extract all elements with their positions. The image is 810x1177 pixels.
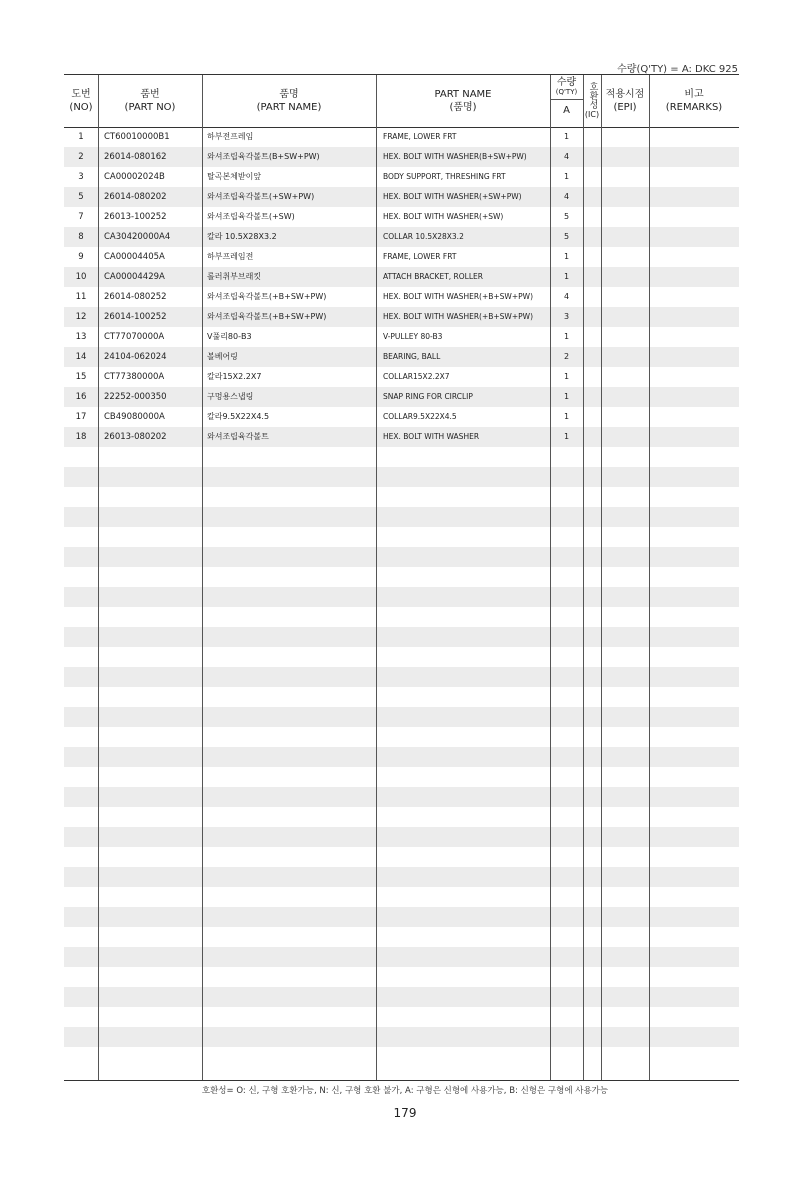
- row-part-name-ko: 와셔조립육각볼트: [207, 432, 269, 441]
- table-row: [64, 127, 739, 147]
- row-part-name-ko: 볼베어링: [207, 352, 238, 361]
- row-part-name-en: SNAP RING FOR CIRCLIP: [383, 392, 473, 401]
- row-part-no: CA30420000A4: [104, 232, 171, 242]
- row-part-name-ko: 와셔조립육각볼트(+SW): [207, 212, 295, 221]
- row-part-name-en: HEX. BOLT WITH WASHER: [383, 432, 480, 441]
- table-row: [64, 807, 739, 827]
- page-number: 179: [393, 1106, 417, 1120]
- row-no: 1: [78, 132, 84, 142]
- row-qty: 1: [563, 252, 570, 261]
- header-qty-en: (Q'TY): [555, 88, 578, 96]
- row-part-name-en: COLLAR 10.5X28X3.2: [383, 232, 464, 241]
- row-part-name-ko: 칼라9.5X22X4.5: [207, 412, 270, 421]
- row-qty: 1: [563, 372, 570, 381]
- row-qty: 1: [563, 392, 570, 401]
- table-row: [64, 667, 739, 687]
- column-divider: [376, 75, 377, 1080]
- header-qty-divider: [550, 99, 583, 100]
- row-no: 11: [75, 292, 87, 302]
- table-row: [64, 147, 739, 167]
- header-qty: [550, 75, 583, 127]
- table-row: [64, 567, 739, 587]
- header-ename-ko: (품명): [449, 102, 477, 113]
- header-kname-en: (PART NAME): [256, 102, 322, 113]
- table-row: [64, 967, 739, 987]
- row-part-no: CT60010000B1: [104, 132, 170, 142]
- header-ic: [583, 75, 601, 127]
- row-part-name-en: BODY SUPPORT, THRESHING FRT: [383, 172, 506, 181]
- header-part-no-en: (PART NO): [124, 102, 176, 113]
- row-qty: 4: [563, 292, 570, 301]
- row-part-name-en: HEX. BOLT WITH WASHER(+SW+PW): [383, 192, 522, 201]
- row-no: 7: [78, 212, 84, 222]
- row-no: 17: [75, 412, 87, 422]
- row-qty: 1: [563, 412, 570, 421]
- table-row: [64, 427, 739, 447]
- row-part-no: CT77380000A: [104, 372, 165, 382]
- row-part-name-ko: 와셔조립육각볼트(B+SW+PW): [207, 152, 320, 161]
- column-divider: [601, 75, 602, 1080]
- table-row: [64, 707, 739, 727]
- table-row: [64, 827, 739, 847]
- table-row: [64, 767, 739, 787]
- table-row: [64, 747, 739, 767]
- header-no-en: (NO): [69, 102, 93, 113]
- table-row: [64, 167, 739, 187]
- table-header: [64, 75, 739, 128]
- table-row: [64, 207, 739, 227]
- row-qty: 1: [563, 272, 570, 281]
- header-ic-ko: 호환성: [587, 82, 598, 109]
- table-row: [64, 867, 739, 887]
- row-qty: 1: [563, 132, 570, 141]
- table-row: [64, 327, 739, 347]
- row-part-no: 26013-080202: [104, 432, 167, 442]
- table-row: [64, 247, 739, 267]
- table-row: [64, 727, 739, 747]
- row-no: 12: [75, 312, 87, 322]
- row-qty: 2: [563, 352, 570, 361]
- row-no: 16: [75, 392, 87, 402]
- table-row: [64, 907, 739, 927]
- header-remarks-ko: 비고: [684, 89, 704, 100]
- row-qty: 1: [563, 172, 570, 181]
- row-part-name-ko: 하부프레임전: [207, 252, 254, 261]
- table-row: [64, 267, 739, 287]
- table-row: [64, 467, 739, 487]
- row-part-no: 22252-000350: [104, 392, 167, 402]
- row-part-name-ko: 와셔조립육각볼트(+B+SW+PW): [207, 292, 327, 301]
- column-divider: [550, 75, 551, 1080]
- row-qty: 5: [563, 212, 570, 221]
- row-part-name-ko: 하부전프레임: [207, 132, 254, 141]
- row-qty: 4: [563, 152, 570, 161]
- row-part-name-ko: 와셔조립육각볼트(+SW+PW): [207, 192, 315, 201]
- row-part-name-ko: 구멍용스냅링: [207, 392, 254, 401]
- row-part-name-ko: 칼라15X2.2X7: [207, 372, 262, 381]
- table-row: [64, 287, 739, 307]
- row-no: 18: [75, 432, 87, 442]
- table-row: [64, 587, 739, 607]
- row-part-name-en: ATTACH BRACKET, ROLLER: [383, 272, 483, 281]
- table-row: [64, 347, 739, 367]
- header-no-ko: 도번: [71, 89, 91, 100]
- row-part-no: 26014-100252: [104, 312, 167, 322]
- row-no: 9: [78, 252, 84, 262]
- row-part-no: 26014-080162: [104, 152, 167, 162]
- header-part-name-ko: [202, 75, 376, 127]
- row-part-name-en: HEX. BOLT WITH WASHER(+B+SW+PW): [383, 292, 533, 301]
- row-part-name-ko: 롤러취부브래킷: [207, 272, 262, 281]
- row-part-name-en: HEX. BOLT WITH WASHER(+SW): [383, 212, 504, 221]
- row-part-name-en: FRAME, LOWER FRT: [383, 252, 457, 261]
- header-part-no: [98, 75, 202, 127]
- row-no: 10: [75, 272, 87, 282]
- row-no: 2: [78, 152, 84, 162]
- row-part-no: CA00002024B: [104, 172, 165, 182]
- row-part-name-ko: V풀리80-B3: [207, 332, 252, 341]
- row-qty: 1: [563, 432, 570, 441]
- table-row: [64, 987, 739, 1007]
- table-row: [64, 487, 739, 507]
- table-row: [64, 507, 739, 527]
- table-row: [64, 627, 739, 647]
- table-row: [64, 307, 739, 327]
- table-row: [64, 367, 739, 387]
- table-row: [64, 187, 739, 207]
- header-qty-model-a: A: [563, 105, 570, 116]
- table-row: [64, 687, 739, 707]
- table-row: [64, 607, 739, 627]
- row-no: 15: [75, 372, 87, 382]
- row-qty: 1: [563, 332, 570, 341]
- row-part-name-en: V-PULLEY 80-B3: [383, 332, 443, 341]
- table-row: [64, 927, 739, 947]
- column-divider: [649, 75, 650, 1080]
- table-row: [64, 847, 739, 867]
- header-ename-en: PART NAME: [434, 89, 492, 100]
- header-epi-ko: 적용시점: [605, 89, 645, 100]
- row-part-no: CA00004405A: [104, 252, 165, 262]
- row-part-no: CB49080000A: [104, 412, 165, 422]
- table-row: [64, 547, 739, 567]
- row-no: 8: [78, 232, 84, 242]
- row-no: 5: [78, 192, 84, 202]
- table-row: [64, 227, 739, 247]
- row-no: 13: [75, 332, 87, 342]
- header-ic-en: (IC): [584, 110, 600, 119]
- row-part-no: CA00004429A: [104, 272, 165, 282]
- row-part-name-ko: 와셔조립육각볼트(+B+SW+PW): [207, 312, 327, 321]
- row-part-no: 24104-062024: [104, 352, 167, 362]
- compatibility-legend: 호환성= O: 신, 구형 호환가능, N: 신, 구형 호환 불가, A: 구형은 신형에 사용가능, B: 신형은 구형에 사용가능: [201, 1086, 609, 1096]
- row-part-name-ko: 탈곡본체받이앞: [207, 172, 262, 181]
- row-part-name-en: HEX. BOLT WITH WASHER(+B+SW+PW): [383, 312, 533, 321]
- row-no: 14: [75, 352, 87, 362]
- row-part-name-ko: 칼라 10.5X28X3.2: [207, 232, 277, 241]
- header-no: [64, 75, 98, 127]
- row-qty: 5: [563, 232, 570, 241]
- header-part-name-en: [376, 75, 550, 127]
- header-qty-ko: 수량: [556, 77, 577, 88]
- row-part-no: 26014-080252: [104, 292, 167, 302]
- table-row: [64, 1027, 739, 1047]
- row-qty: 3: [563, 312, 570, 321]
- column-divider: [583, 75, 584, 1080]
- table-row: [64, 947, 739, 967]
- header-kname-ko: 품명: [279, 89, 299, 100]
- row-part-name-en: BEARING, BALL: [383, 352, 441, 361]
- table-row: [64, 527, 739, 547]
- row-part-no: CT77070000A: [104, 332, 165, 342]
- table-row: [64, 387, 739, 407]
- header-epi-en: (EPI): [613, 102, 637, 113]
- quantity-legend-note: 수량(Q'TY) = A: DKC 925: [617, 64, 738, 75]
- row-part-name-en: HEX. BOLT WITH WASHER(B+SW+PW): [383, 152, 527, 161]
- header-epi: [601, 75, 649, 127]
- parts-table: [64, 74, 739, 1081]
- header-remarks: [649, 75, 739, 127]
- header-remarks-en: (REMARKS): [665, 102, 723, 113]
- row-part-name-en: FRAME, LOWER FRT: [383, 132, 457, 141]
- header-part-no-ko: 품번: [140, 89, 160, 100]
- table-row: [64, 1047, 739, 1067]
- row-no: 3: [78, 172, 84, 182]
- row-part-name-en: COLLAR15X2.2X7: [383, 372, 450, 381]
- column-divider: [98, 75, 99, 1080]
- row-part-no: 26014-080202: [104, 192, 167, 202]
- table-row: [64, 1007, 739, 1027]
- row-part-name-en: COLLAR9.5X22X4.5: [383, 412, 457, 421]
- row-part-no: 26013-100252: [104, 212, 167, 222]
- table-row: [64, 787, 739, 807]
- column-divider: [202, 75, 203, 1080]
- row-qty: 4: [563, 192, 570, 201]
- table-row: [64, 887, 739, 907]
- table-row: [64, 407, 739, 427]
- table-row: [64, 647, 739, 667]
- table-row: [64, 447, 739, 467]
